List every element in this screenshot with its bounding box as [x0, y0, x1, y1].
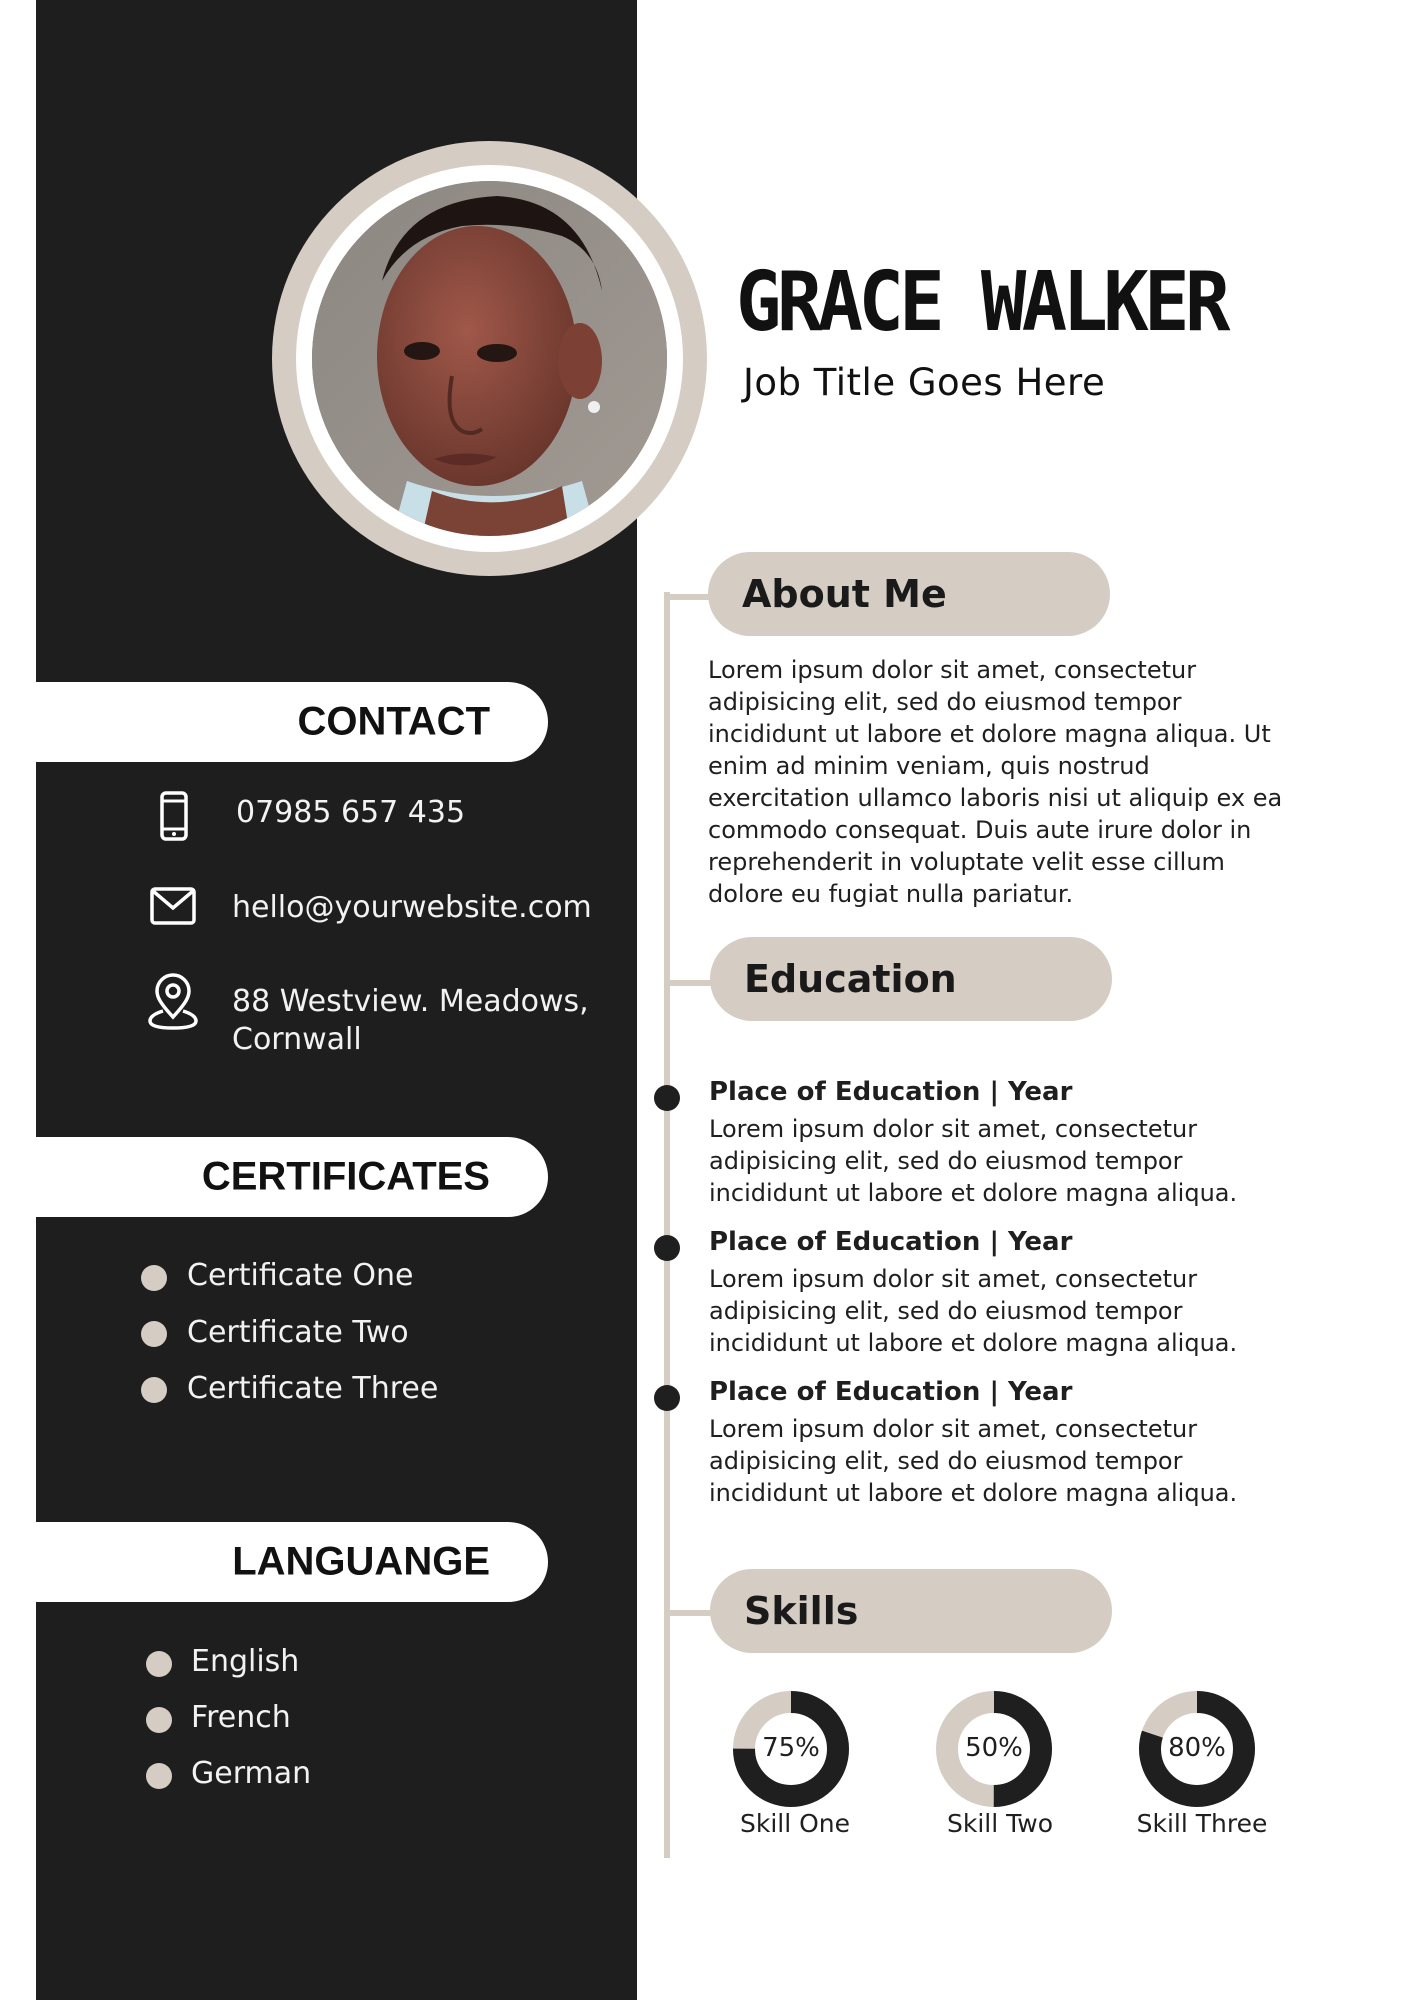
- certificates-heading: CERTIFICATES: [201, 1154, 490, 1199]
- education-entry-text: Lorem ipsum dolor sit amet, consectetur adipisicing elit, sed do eiusmod tempor incididunt ut labore et dolore magna aliqua.: [709, 1265, 1238, 1357]
- timeline-dot: [654, 1385, 680, 1411]
- skill-percent: 75%: [762, 1733, 820, 1763]
- timeline-dot: [654, 1085, 680, 1111]
- location-pin-icon: [146, 973, 200, 1031]
- language-heading-pill: [36, 1522, 548, 1602]
- about-text: Lorem ipsum dolor sit amet, consectetur adipisicing elit, sed do eiusmod tempor incididunt ut labore et dolore magna aliqua. Ut enim ad minim veniam, quis nostrud exercitation ullamco laboris nisi ut aliquip ex ea commodo consequat. Duis aute irure dolor in reprehenderit in voluptate velit esse cillum dolore eu fugiat nulla pariatur.: [708, 656, 1283, 908]
- candidate-name: GRACE WALKER: [736, 255, 1226, 350]
- timeline-line: [664, 592, 670, 1858]
- about-heading: About Me: [742, 572, 947, 616]
- skill-percent: 80%: [1168, 1733, 1226, 1763]
- language-bullet: [146, 1651, 172, 1677]
- contact-heading-pill: [36, 682, 548, 762]
- skill-label: Skill Two: [946, 1809, 1053, 1838]
- certificate-item: Certificate Three: [187, 1371, 439, 1406]
- education-entry-title: Place of Education | Year: [709, 1377, 1073, 1407]
- timeline-dot: [654, 1235, 680, 1261]
- contact-heading: CONTACT: [297, 699, 490, 744]
- education-entry-title: Place of Education | Year: [709, 1077, 1073, 1107]
- education-entry-text: Lorem ipsum dolor sit amet, consectetur adipisicing elit, sed do eiusmod tempor incididunt ut labore et dolore magna aliqua.: [709, 1115, 1238, 1207]
- phone-icon: [158, 791, 190, 841]
- timeline-tick: [664, 594, 714, 600]
- language-bullet: [146, 1763, 172, 1789]
- skills-heading: Skills: [744, 1589, 859, 1633]
- timeline-tick: [664, 1610, 714, 1616]
- about-heading-pill: [708, 552, 1110, 636]
- skill-percent: 50%: [965, 1733, 1023, 1763]
- language-heading: LANGUANGE: [232, 1539, 490, 1584]
- certificate-bullet: [141, 1265, 167, 1291]
- certificate-bullet: [141, 1377, 167, 1403]
- language-item: English: [191, 1644, 300, 1679]
- contact-address-line1: 88 Westview. Meadows,: [232, 984, 589, 1019]
- language-item: German: [191, 1756, 312, 1791]
- skill-label: Skill Three: [1136, 1809, 1268, 1838]
- certificate-item: Certificate One: [187, 1258, 414, 1293]
- certificate-item: Certificate Two: [187, 1315, 409, 1350]
- education-entry-text: Lorem ipsum dolor sit amet, consectetur adipisicing elit, sed do eiusmod tempor incididunt ut labore et dolore magna aliqua.: [709, 1415, 1238, 1507]
- job-title: Job Title Goes Here: [743, 361, 1106, 404]
- education-entry-title: Place of Education | Year: [709, 1227, 1073, 1257]
- contact-address-line2: Cornwall: [232, 1022, 362, 1057]
- contact-email[interactable]: hello@yourwebsite.com: [232, 890, 592, 925]
- education-heading: Education: [744, 957, 957, 1001]
- profile-photo: [312, 181, 667, 536]
- skill-label: Skill One: [739, 1809, 851, 1838]
- contact-phone[interactable]: 07985 657 435: [236, 795, 466, 830]
- certificates-heading-pill: [36, 1137, 548, 1217]
- language-bullet: [146, 1707, 172, 1733]
- timeline-tick: [664, 980, 714, 986]
- language-item: French: [191, 1700, 291, 1735]
- education-heading-pill: [710, 937, 1112, 1021]
- certificate-bullet: [141, 1321, 167, 1347]
- envelope-icon: [150, 887, 196, 925]
- skills-heading-pill: [710, 1569, 1112, 1653]
